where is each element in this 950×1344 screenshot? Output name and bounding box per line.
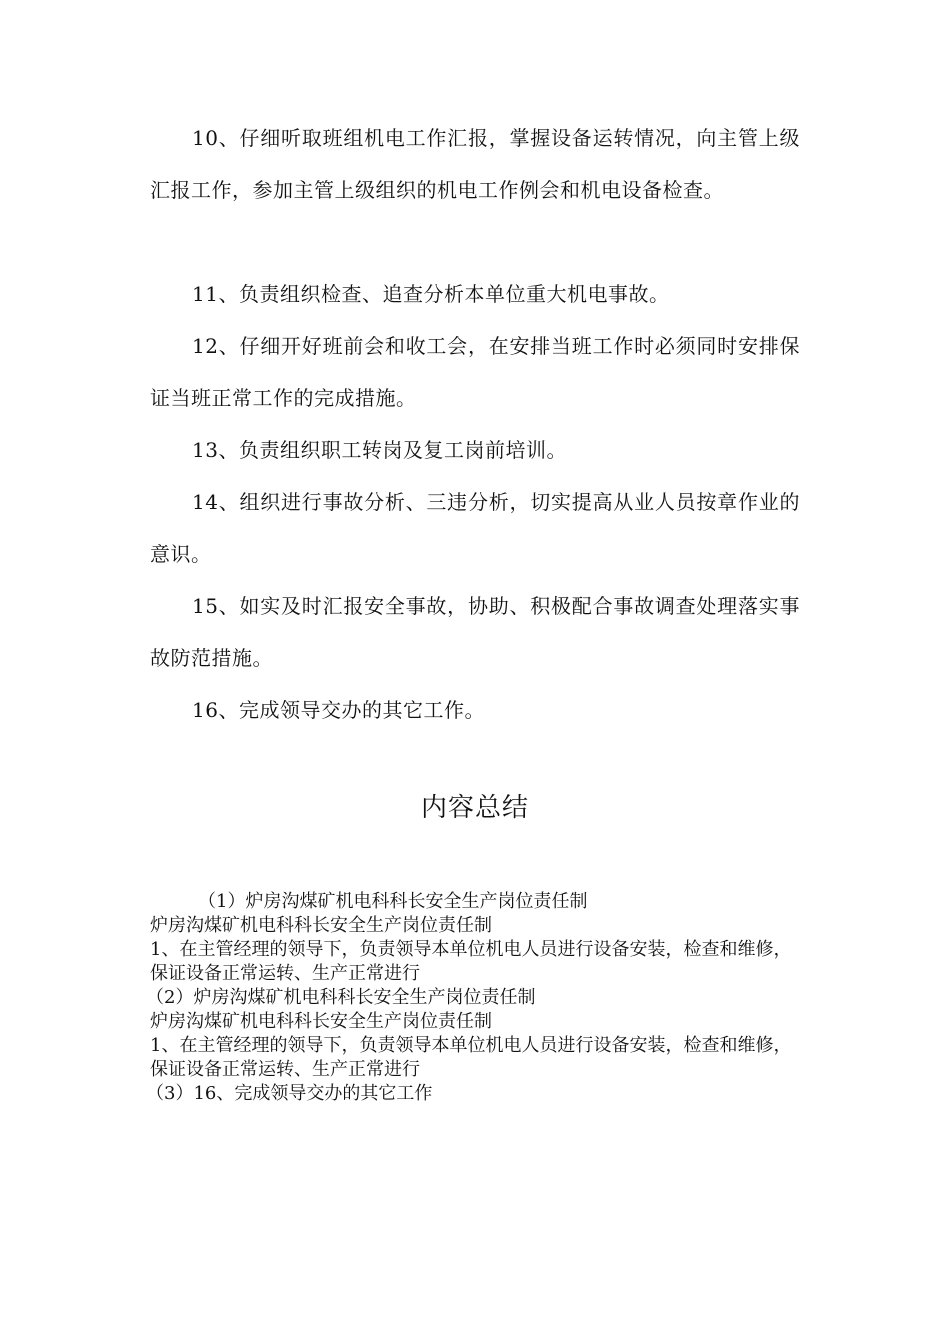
- summary-line: 1、在主管经理的领导下，负责领导本单位机电人员进行设备安装，检查和维修，保证设备正常运转、生产正常进行: [150, 939, 792, 984]
- paragraph-item-15: 15、如实及时汇报安全事故，协助、积极配合事故调查处理落实事故防范措施。: [150, 594, 800, 670]
- summary-line: 1、在主管经理的领导下，负责领导本单位机电人员进行设备安装，检查和维修，保证设备正常运转、生产正常进行: [150, 1035, 792, 1080]
- summary-block: [146, 890, 800, 1106]
- paragraph-item-14: 14、组织进行事故分析、三违分析，切实提高从业人员按章作业的意识。: [150, 490, 800, 566]
- paragraph-item-10: 10、仔细听取班组机电工作汇报，掌握设备运转情况，向主管上级汇报工作，参加主管上级组织的机电工作例会和机电设备检查。: [150, 126, 800, 202]
- summary-line: （2）炉房沟煤矿机电科科长安全生产岗位责任制: [146, 987, 536, 1008]
- paragraph-item-13: 13、负责组织职工转岗及复工岗前培训。: [192, 438, 567, 462]
- summary-line: （1）炉房沟煤矿机电科科长安全生产岗位责任制: [198, 891, 588, 912]
- summary-title: 内容总结: [420, 793, 529, 823]
- summary-line: 炉房沟煤矿机电科科长安全生产岗位责任制: [150, 915, 492, 936]
- summary-line: 炉房沟煤矿机电科科长安全生产岗位责任制: [150, 1011, 492, 1032]
- paragraph-item-12: 12、仔细开好班前会和收工会，在安排当班工作时必须同时安排保证当班正常工作的完成措施。: [150, 334, 800, 410]
- paragraph-item-11: 11、负责组织检查、追查分析本单位重大机电事故。: [192, 282, 670, 306]
- summary-line: （3）16、完成领导交办的其它工作: [146, 1083, 433, 1104]
- paragraph-item-16: 16、完成领导交办的其它工作。: [192, 698, 485, 722]
